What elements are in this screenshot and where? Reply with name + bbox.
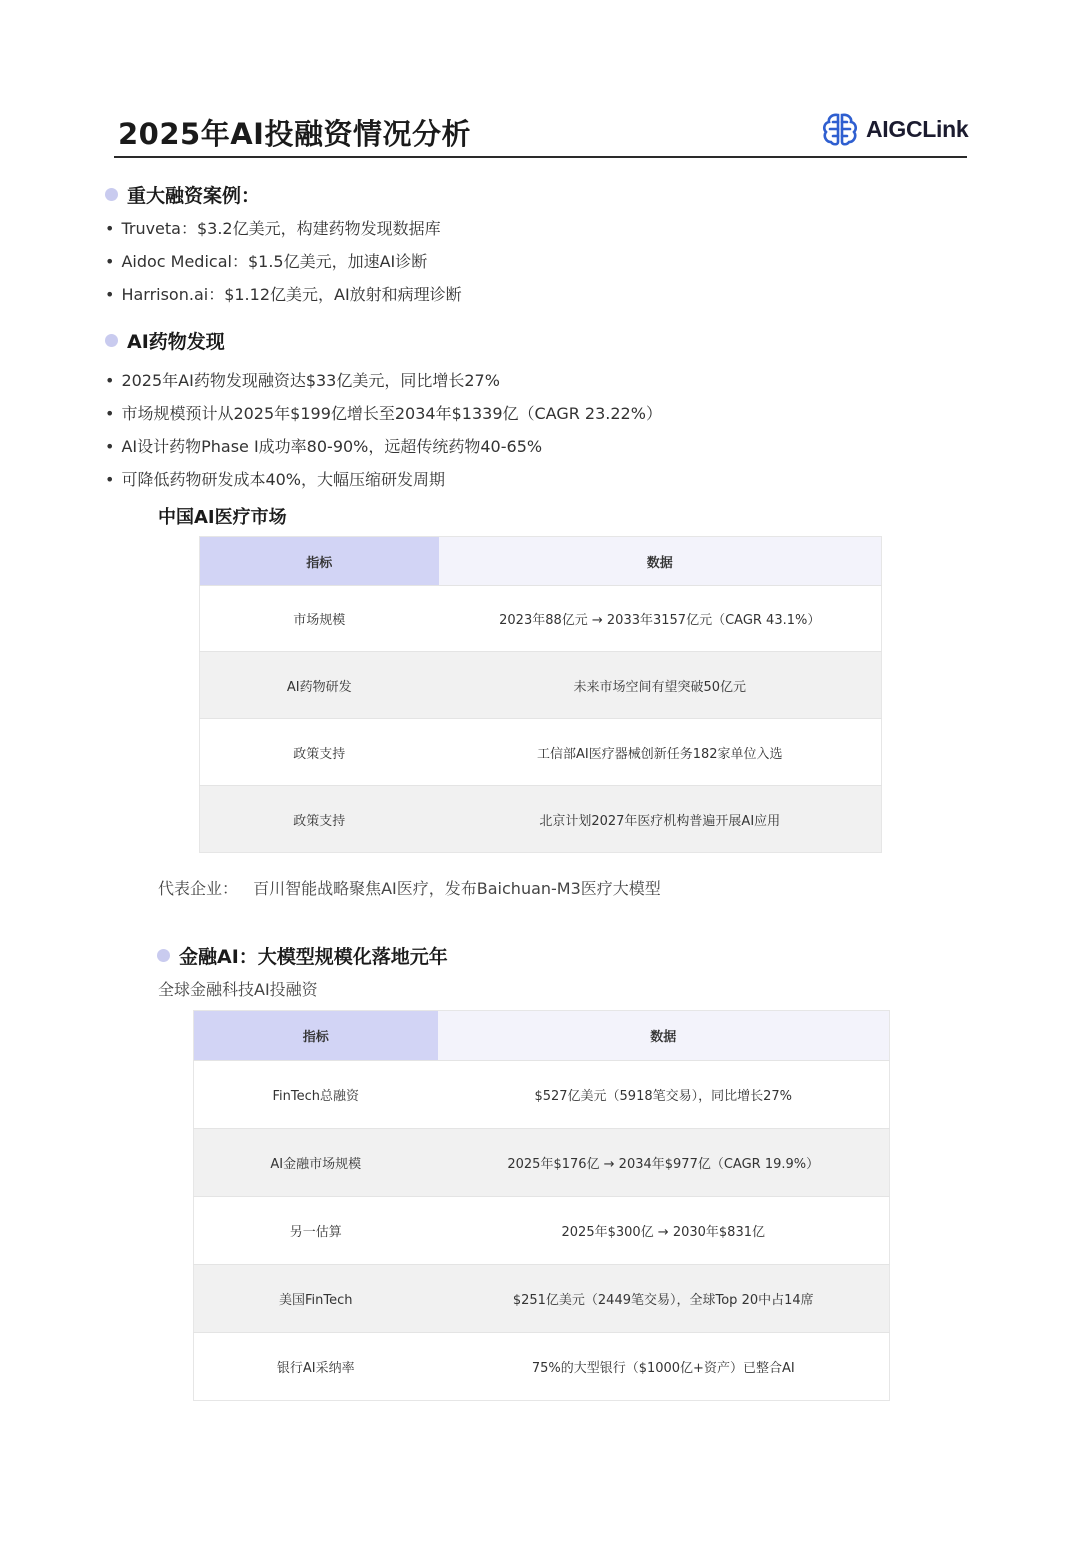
column-header: 数据 bbox=[439, 537, 882, 586]
list-item: • AI设计药物Phase I成功率80-90%，远超传统药物40-65% bbox=[105, 430, 662, 463]
table-row bbox=[194, 1265, 890, 1333]
list-item: • 可降低药物研发成本40%，大幅压缩研发周期 bbox=[105, 463, 662, 496]
brain-icon bbox=[820, 111, 860, 147]
table-header-row bbox=[200, 537, 882, 586]
table-row bbox=[200, 786, 882, 853]
table-row bbox=[200, 652, 882, 719]
section-heading-ai-drug-discovery bbox=[105, 327, 225, 354]
list-item: • Harrison.ai：$1.12亿美元，AI放射和病理诊断 bbox=[105, 278, 462, 311]
fintech-table bbox=[193, 1010, 890, 1401]
list-item: • 2025年AI药物发现融资达$33亿美元，同比增长27% bbox=[105, 364, 662, 397]
table-row bbox=[194, 1333, 890, 1401]
table-cell: AI金融市场规模 bbox=[194, 1129, 438, 1197]
table-cell: 美国FinTech bbox=[194, 1265, 438, 1333]
table-cell: 北京计划2027年医疗机构普遍开展AI应用 bbox=[439, 786, 882, 853]
section-heading-text: AI药物发现 bbox=[127, 331, 225, 353]
bullet-dot-icon bbox=[105, 188, 118, 201]
table-cell: 75%的大型银行（$1000亿+资产）已整合AI bbox=[438, 1333, 890, 1401]
note-text: 百川智能战略聚焦AI医疗，发布Baichuan-M3医疗大模型 bbox=[253, 879, 661, 898]
section-heading-text: 重大融资案例： bbox=[127, 185, 261, 207]
table-cell: 2025年$300亿 → 2030年$831亿 bbox=[438, 1197, 890, 1265]
table-cell: 政策支持 bbox=[200, 719, 439, 786]
note-label: 代表企业： bbox=[158, 879, 239, 898]
section-heading-text: 金融AI：大模型规模化落地元年 bbox=[179, 946, 448, 968]
title-divider bbox=[114, 156, 967, 158]
table-header-row bbox=[194, 1011, 890, 1061]
table-cell: 工信部AI医疗器械创新任务182家单位入选 bbox=[439, 719, 882, 786]
page-title: 2025年AI投融资情况分析 bbox=[118, 117, 471, 151]
table-cell: $251亿美元（2449笔交易），全球Top 20中占14席 bbox=[438, 1265, 890, 1333]
china-market-heading: 中国AI医疗市场 bbox=[158, 507, 287, 528]
brand-name: AIGCLink bbox=[866, 115, 969, 142]
list-item: • Aidoc Medical：$1.5亿美元，加速AI诊断 bbox=[105, 245, 462, 278]
table-cell: AI药物研发 bbox=[200, 652, 439, 719]
table-cell: 2023年88亿元 → 2033年3157亿元（CAGR 43.1%） bbox=[439, 586, 882, 652]
table-cell: FinTech总融资 bbox=[194, 1061, 438, 1129]
table-cell: 银行AI采纳率 bbox=[194, 1333, 438, 1401]
table-cell: 另一估算 bbox=[194, 1197, 438, 1265]
table-row bbox=[194, 1061, 890, 1129]
table-cell: 未来市场空间有望突破50亿元 bbox=[439, 652, 882, 719]
table-cell: 市场规模 bbox=[200, 586, 439, 652]
bullet-dot-icon bbox=[105, 334, 118, 347]
section-heading-major-financing bbox=[105, 181, 260, 208]
table-row bbox=[200, 719, 882, 786]
major-financing-list bbox=[105, 212, 462, 311]
brand-logo bbox=[820, 110, 968, 148]
table-row bbox=[200, 586, 882, 652]
table-row bbox=[194, 1129, 890, 1197]
column-header: 指标 bbox=[200, 537, 439, 586]
table-cell: 2025年$176亿 → 2034年$977亿（CAGR 19.9%） bbox=[438, 1129, 890, 1197]
ai-drug-discovery-list bbox=[105, 364, 662, 496]
section-heading-finance-ai bbox=[157, 942, 448, 969]
table-cell: $527亿美元（5918笔交易），同比增长27% bbox=[438, 1061, 890, 1129]
finance-table-subtitle: 全球金融科技AI投融资 bbox=[158, 980, 318, 999]
list-item: • Truveta：$3.2亿美元，构建药物发现数据库 bbox=[105, 212, 462, 245]
table-cell: 政策支持 bbox=[200, 786, 439, 853]
representative-company-note bbox=[158, 876, 661, 899]
column-header: 指标 bbox=[194, 1011, 438, 1061]
column-header: 数据 bbox=[438, 1011, 890, 1061]
bullet-dot-icon bbox=[157, 949, 170, 962]
china-market-table bbox=[199, 536, 882, 853]
table-row bbox=[194, 1197, 890, 1265]
list-item: • 市场规模预计从2025年$199亿增长至2034年$1339亿（CAGR 23.22%） bbox=[105, 397, 662, 430]
